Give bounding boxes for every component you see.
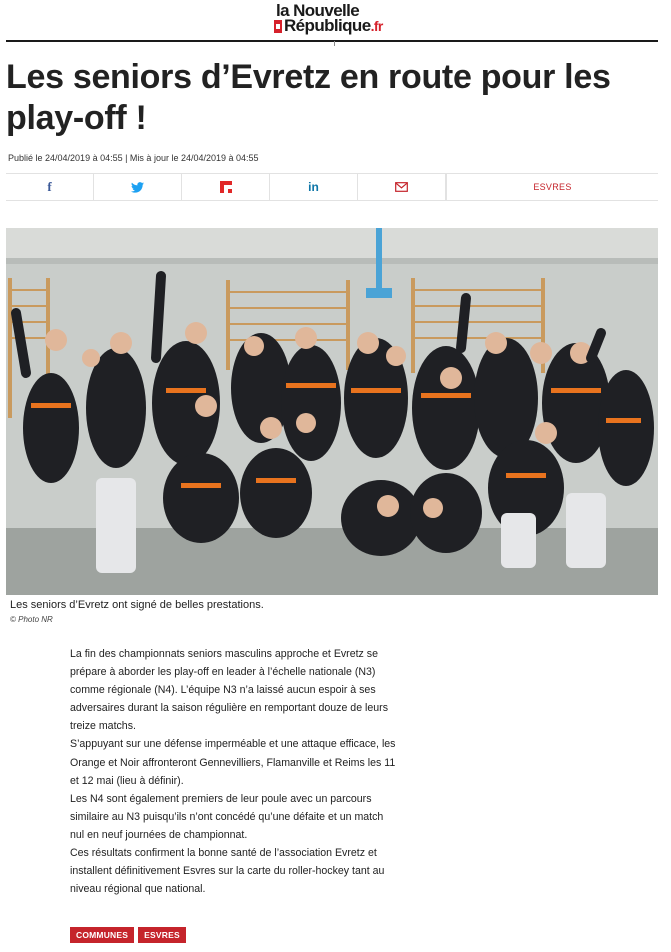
masthead-tick [334, 41, 335, 46]
twitter-icon [131, 182, 144, 193]
mail-icon [395, 182, 408, 192]
article-paragraph: Ces résultats confirment la bonne santé de l’association Evretz et installent définitivement Esvres sur la carte du roller-hockey tant au niveau régional que national. [70, 847, 385, 896]
flipboard-icon [220, 181, 232, 193]
publish-meta: Publié le 24/04/2019 à 04:55 | Mis à jour le 24/04/2019 à 04:55 [8, 153, 259, 163]
share-facebook-button[interactable] [6, 174, 94, 200]
article-title: Les seniors d’Evretz en route pour les play-off ! [6, 58, 611, 137]
masthead-divider [6, 40, 658, 42]
share-linkedin-button[interactable] [270, 174, 358, 200]
image-credit: © Photo NR [10, 615, 53, 624]
masthead [0, 0, 671, 44]
location-link-label: ESVRES [533, 182, 572, 192]
article-paragraph: Les N4 sont également premiers de leur poule avec un parcours similaire au N3 puisqu’ils n’ont concédé qu’une défaite et un match nul en neuf journées de championnat. [70, 792, 384, 841]
facebook-icon: f [47, 179, 52, 194]
logo-line1: la Nouvelle [276, 1, 360, 20]
team-photo-image [6, 228, 658, 595]
logo-line2: République.fr [284, 16, 383, 35]
article-photo [6, 228, 658, 595]
article-body [70, 645, 400, 898]
site-logo[interactable] [272, 2, 402, 36]
share-email-button[interactable] [358, 174, 446, 200]
image-caption: Les seniors d’Evretz ont signé de belles prestations. [10, 599, 264, 611]
location-link[interactable] [446, 174, 658, 200]
article-paragraph: S’appuyant sur une défense imperméable et une attaque efficace, les Orange et Noir affronteront Gennevilliers, Flamanville et Reims les 11 et 12 mai (lieu à définir). [70, 738, 396, 787]
article-tags [70, 927, 186, 943]
tag-esvres[interactable]: ESVRES [138, 927, 186, 943]
linkedin-icon: in [308, 180, 319, 194]
article-paragraph: La fin des championnats seniors masculins approche et Evretz se prépare à aborder les play-off en leader à l’échelle nationale (N3) comme régionale (N4). L’équipe N3 n’a laissé aucun espoir à ses adversaires durant la saison régulière en remportant douze de leurs treize matchs. [70, 648, 388, 733]
share-bar [6, 173, 658, 201]
share-flipboard-button[interactable] [182, 174, 270, 200]
tag-communes[interactable]: COMMUNES [70, 927, 134, 943]
logo-suffix: .fr [370, 18, 383, 34]
share-twitter-button[interactable] [94, 174, 182, 200]
logo-mark-icon [274, 20, 282, 33]
